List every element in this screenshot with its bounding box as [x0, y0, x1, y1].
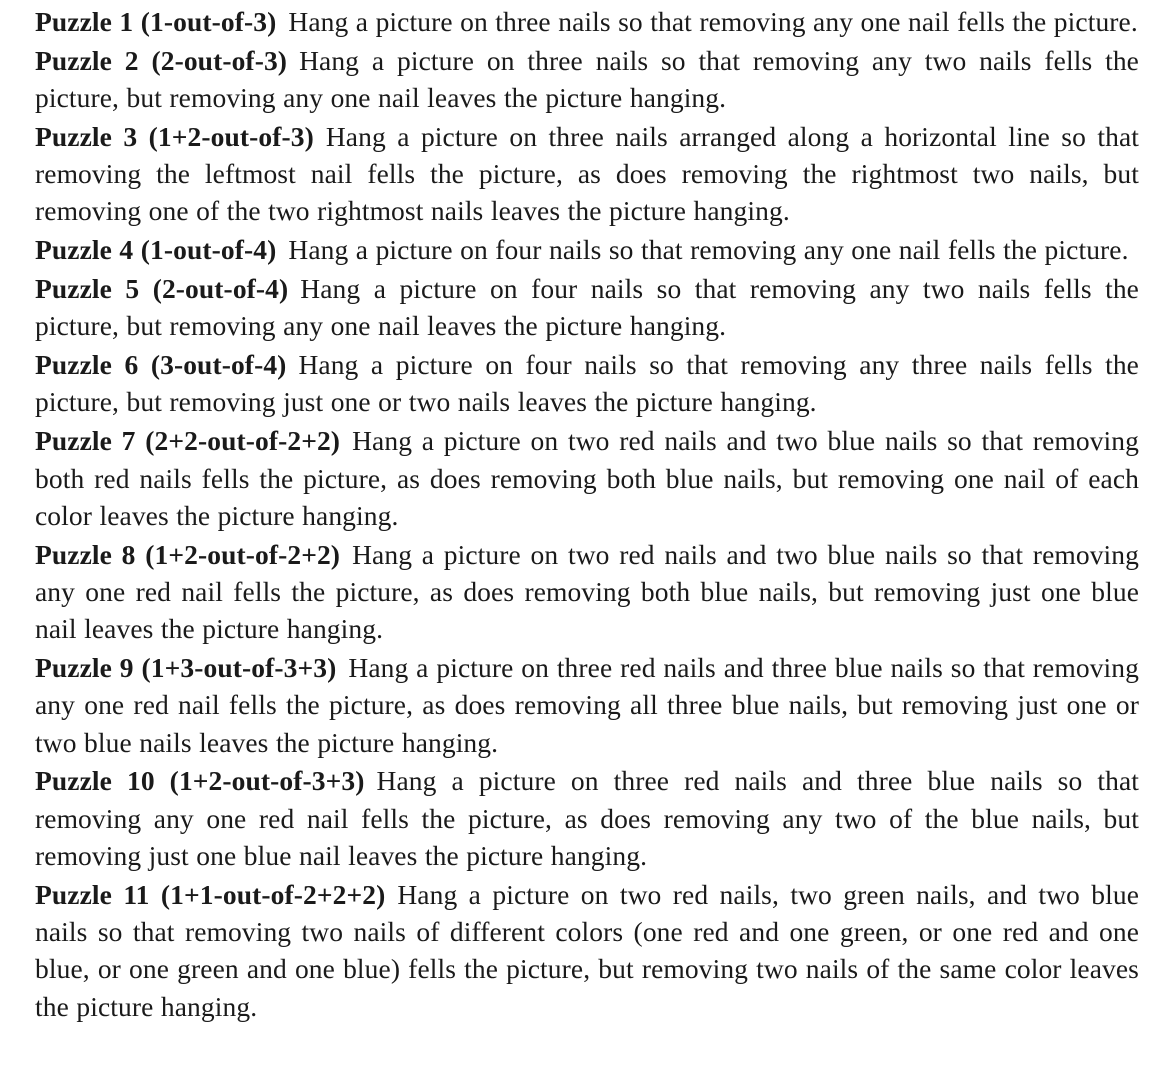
puzzle-text: Hang a picture on three nails arranged along a horizontal line so that removing the leftmost nail fells the picture, as does removing the rightmost two nails, but removing one of the two rightmost nails leaves the picture hanging. — [35, 120, 1139, 227]
puzzle-list — [35, 4, 1139, 1028]
puzzle-5 — [35, 271, 1139, 346]
puzzle-text: Hang a picture on two red nails and two blue nails so that removing both red nails fells the picture, as does removing both blue nails, but removing one nail of each color leaves the picture hanging. — [35, 425, 1140, 531]
puzzle-11 — [35, 877, 1139, 1026]
puzzle-title: Puzzle 5 (2-out-of-4) — [35, 273, 289, 305]
puzzle-title: Puzzle 9 (1+3-out-of-3+3) — [35, 652, 337, 684]
puzzle-text: Hang a picture on four nails so that removing any three nails fells the picture, but removing just one or two nails leaves the picture hanging. — [35, 349, 1139, 418]
puzzle-text: Hang a picture on four nails so that removing any one nail fells the picture. — [288, 234, 1129, 266]
puzzle-1 — [35, 4, 1139, 41]
puzzle-2 — [35, 43, 1139, 118]
puzzle-9 — [35, 650, 1139, 762]
puzzle-3 — [35, 119, 1139, 231]
puzzle-title: Puzzle 2 (2-out-of-3) — [35, 44, 288, 76]
puzzle-text: Hang a picture on three red nails and three blue nails so that removing any one red nail fells the picture, as does removing all three blue nails, but removing just one or two blue nails leaves the picture hanging. — [35, 652, 1139, 758]
puzzle-text: Hang a picture on four nails so that removing any two nails fells the picture, but removing any one nail leaves the picture hanging. — [35, 273, 1139, 342]
puzzle-title: Puzzle 4 (1-out-of-4) — [35, 234, 277, 266]
puzzle-title: Puzzle 10 (1+2-out-of-3+3) — [35, 765, 365, 797]
puzzle-title: Puzzle 7 (2+2-out-of-2+2) — [35, 425, 341, 457]
puzzle-text: Hang a picture on three nails so that removing any one nail fells the picture. — [288, 6, 1138, 37]
puzzle-8 — [35, 537, 1139, 649]
puzzle-text: Hang a picture on three nails so that removing any two nails fells the picture, but removing any one nail leaves the picture hanging. — [35, 44, 1139, 114]
puzzle-7 — [35, 423, 1139, 535]
puzzle-4 — [35, 232, 1139, 269]
puzzle-title: Puzzle 8 (1+2-out-of-2+2) — [35, 538, 341, 570]
puzzle-text: Hang a picture on two red nails, two green nails, and two blue nails so that removing two nails of different colors (one red and one green, or one red and one blue, or one green and one blue) fells the picture, but removing two nails of the same color leaves the picture hanging. — [35, 878, 1140, 1022]
puzzle-6 — [35, 347, 1139, 422]
puzzle-title: Puzzle 3 (1+2-out-of-3) — [35, 120, 314, 152]
puzzle-text: Hang a picture on two red nails and two blue nails so that removing any one red nail fells the picture, as does removing both blue nails, but removing just one blue nail leaves the picture hanging. — [35, 538, 1140, 645]
puzzle-title: Puzzle 6 (3-out-of-4) — [35, 349, 287, 381]
puzzle-text: Hang a picture on three red nails and three blue nails so that removing any one red nail fells the picture, as does removing any two of the blue nails, but removing just one blue nail leaves the picture hanging. — [35, 765, 1139, 872]
puzzle-10 — [35, 763, 1139, 875]
puzzle-title: Puzzle 11 (1+1-out-of-2+2+2) — [35, 878, 386, 910]
puzzle-title: Puzzle 1 (1-out-of-3) — [35, 6, 277, 37]
